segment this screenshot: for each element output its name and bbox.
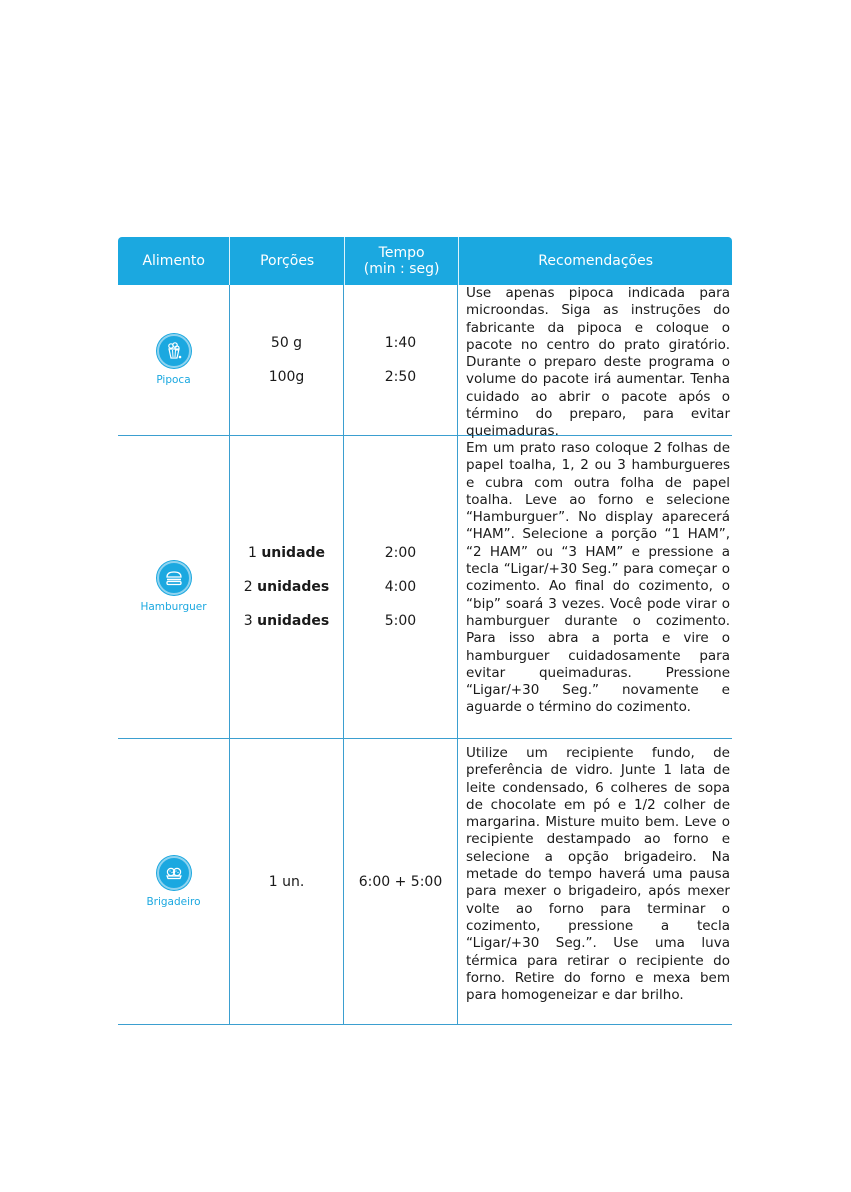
portion-unit: unidade: [261, 545, 326, 561]
recommendation-text: Utilize um recipiente fundo, de preferência de vidro. Junte 1 lata de leite condensado, 6 colheres de sopa de chocolate em pó e 1/2 colher de margarina. Misture muito bem. Leve o recipiente destampado ao forno e selecione a opção brigadeiro. Na metade do tempo haverá uma pausa para mexer o brigadeiro, após mexer volte ao forno para terminar o cozimento, pressione a tecla “Ligar/+30 Seg.”. Use uma luva térmica para retirar o recipiente do forno. Retire do forno e mexa bem para homogeneizar e dar brilho.: [466, 745, 730, 1004]
portion-value: [248, 545, 325, 561]
portion-value: [244, 613, 329, 629]
portion-unit: unidades: [257, 579, 330, 595]
header-time: [345, 237, 459, 285]
time-value: 1:40: [384, 335, 417, 351]
header-recommendations: Recomendações: [538, 253, 654, 269]
table-header: [118, 237, 732, 285]
portion-value: [244, 579, 329, 595]
food-name: Pipoca: [156, 374, 191, 386]
brigadeiro-icon: [157, 856, 191, 890]
food-name: Brigadeiro: [146, 895, 201, 908]
recommendation-text: Use apenas pipoca indicada para microondas. Siga as instruções do fabricante da pipoca e coloque o pacote no centro do prato giratório. Durante o preparo deste programa o volume do pacote irá aumentar. Tenha cuidado ao abrir o pacote após o término do preparo, para evitar queimaduras.: [466, 285, 730, 440]
portions-cell: [230, 436, 344, 738]
time-value: 6:00 + 5:00: [358, 873, 443, 890]
header-time-line1: Tempo: [378, 245, 425, 261]
recommendation-text: Em um prato raso coloque 2 folhas de papel toalha, 1, 2 ou 3 hamburgueres e cubra com outra folha de papel toalha. Leve ao forno e selecione “Hamburguer”. No display aparecerá “HAM”. Selecione a porção “1 HAM”, “2 HAM” ou “3 HAM” e pressione a tecla “Ligar/+30 Seg.” para começar o cozimento. Ao final do cozimento, o “bip” soará 3 vezes. Você pode virar o hamburguer durante o cozimento. Para isso abra a porta e vire o hamburguer cuidadosamente para evitar queimaduras. Pressione “Ligar/+30 Seg.” novamente e aguarde o término do cozimento.: [466, 440, 730, 716]
portion-number: 2: [243, 579, 253, 595]
food-cell: [118, 436, 230, 738]
cooking-table: [118, 237, 732, 1025]
time-cell: [344, 285, 458, 435]
food-cell: [118, 285, 230, 435]
table-row: [118, 285, 732, 440]
header-food: Alimento: [118, 237, 230, 285]
portion-unit: unidades: [257, 613, 330, 629]
food-cell: [118, 739, 230, 1024]
time-value: 5:00: [384, 613, 417, 629]
table-row: [118, 436, 732, 739]
portions-cell: [230, 739, 344, 1024]
header-time-line2: (min : seg): [363, 261, 440, 277]
table-row: [118, 739, 732, 1025]
portion-value: 50 g: [270, 335, 303, 351]
time-cell: [344, 739, 458, 1024]
time-cell: [344, 436, 458, 738]
header-portions: Porções: [230, 237, 344, 285]
portion-value: 100g: [268, 369, 305, 385]
portion-number: 3: [243, 613, 253, 629]
time-value: 2:50: [384, 369, 417, 385]
popcorn-icon: [157, 334, 191, 368]
portions-cell: [230, 285, 344, 435]
time-value: 4:00: [384, 579, 417, 595]
food-name: Hamburguer: [140, 601, 207, 613]
portion-value: 1 un.: [268, 873, 305, 890]
hamburger-icon: [157, 561, 191, 595]
portion-number: 1: [247, 545, 257, 561]
time-value: 2:00: [384, 545, 417, 561]
